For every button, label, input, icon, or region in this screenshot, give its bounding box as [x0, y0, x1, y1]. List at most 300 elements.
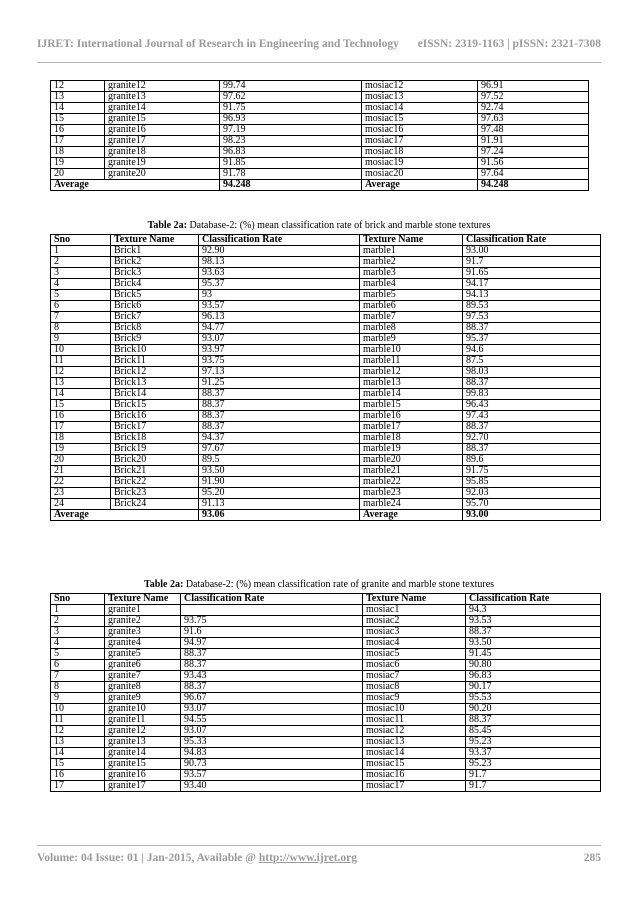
column-header: Classification Rate [466, 594, 601, 605]
table-row [51, 334, 601, 345]
table-cell: 95.37 [463, 334, 601, 345]
table-cell: granite10 [105, 704, 181, 715]
table-row [51, 671, 601, 682]
average-value: 93.06 [199, 510, 360, 521]
column-header: Classification Rate [181, 594, 363, 605]
table-cell: marble8 [360, 323, 463, 334]
table-cell: 93.07 [181, 726, 363, 737]
table-cell: marble20 [360, 455, 463, 466]
table-cell: 17 [51, 136, 105, 147]
table-cell: 88.37 [463, 378, 601, 389]
footer-rule [37, 845, 601, 846]
table-row [51, 367, 601, 378]
table-cell: granite7 [105, 671, 181, 682]
average-row [51, 510, 601, 521]
table-cell: marble24 [360, 499, 463, 510]
table-cell: 93 [199, 290, 360, 301]
average-value: 94.248 [220, 180, 362, 191]
table-cell: 5 [51, 290, 111, 301]
table-cell: 96.67 [181, 693, 363, 704]
table-cell: marble18 [360, 433, 463, 444]
header-row [51, 235, 601, 246]
table-row [51, 660, 601, 671]
table-cell: 6 [51, 660, 105, 671]
table-cell: 8 [51, 682, 105, 693]
table-cell: 90.17 [466, 682, 601, 693]
table-cell: 96.93 [220, 114, 362, 125]
caption-text: Database-2: (%) mean classification rate of brick and marble stone textures [186, 220, 491, 231]
table-header [51, 235, 601, 246]
table-cell [181, 605, 363, 616]
table-cell: 94.13 [463, 290, 601, 301]
table-cell: 13 [51, 737, 105, 748]
table-cell: Brick3 [111, 268, 199, 279]
table-cell: 97.13 [199, 367, 360, 378]
table-cell: Brick18 [111, 433, 199, 444]
table-cell: 91.75 [463, 466, 601, 477]
column-header: Texture Name [111, 235, 199, 246]
table-cell: 2 [51, 257, 111, 268]
table-cell: granite12 [105, 726, 181, 737]
table-header [51, 594, 601, 605]
table-cell: Brick16 [111, 411, 199, 422]
average-row [51, 180, 589, 191]
table-cell: marble11 [360, 356, 463, 367]
table-cell: 97.62 [220, 92, 362, 103]
table-cell: 93.37 [466, 748, 601, 759]
table-row [51, 411, 601, 422]
table-cell: mosiac4 [363, 638, 466, 649]
table-cell: mosiac3 [363, 627, 466, 638]
table-cell: mosiac2 [363, 616, 466, 627]
table-row [51, 312, 601, 323]
table-cell: granite17 [105, 781, 181, 792]
table-cell: 6 [51, 301, 111, 312]
table-cell: 91.25 [199, 378, 360, 389]
table-cell: mosiac12 [363, 726, 466, 737]
volume-text: Volume: 04 Issue: 01 | Jan-2015, Available @ [37, 852, 259, 864]
table-cell: 90.20 [466, 704, 601, 715]
table-cell: marble6 [360, 301, 463, 312]
average-value: 94.248 [478, 180, 589, 191]
table-cell: 1 [51, 246, 111, 257]
table-cell: 95.37 [199, 279, 360, 290]
table-cell: 96.83 [466, 671, 601, 682]
table-brick-marble [50, 234, 601, 521]
table-cell: 12 [51, 81, 105, 92]
column-header: Classification Rate [463, 235, 601, 246]
table-cell: 96.83 [220, 147, 362, 158]
page-number: 285 [583, 852, 601, 864]
table-cell: 95.23 [466, 759, 601, 770]
table-cell: 85.45 [466, 726, 601, 737]
table-row [51, 136, 589, 147]
table-row [51, 356, 601, 367]
table-cell: 15 [51, 114, 105, 125]
table-cell: 15 [51, 400, 111, 411]
table-cell: 97.63 [478, 114, 589, 125]
table-cell: granite13 [105, 92, 220, 103]
table-cell: 88.37 [199, 389, 360, 400]
average-label: Average [362, 180, 478, 191]
table-cell: 93.00 [463, 246, 601, 257]
table-cell: granite16 [105, 770, 181, 781]
running-footer [37, 852, 601, 868]
table-cell: 91.91 [478, 136, 589, 147]
table-cell: 98.13 [199, 257, 360, 268]
table-cell: 15 [51, 759, 105, 770]
table-cell: 87.5 [463, 356, 601, 367]
table-cell: mosiac20 [362, 169, 478, 180]
table-cell: 99.74 [220, 81, 362, 92]
table-cell: 7 [51, 312, 111, 323]
table-cell: 98.03 [463, 367, 601, 378]
table-cell: granite15 [105, 759, 181, 770]
table-row [51, 345, 601, 356]
table-cell: 12 [51, 726, 105, 737]
table-cell: 95.33 [181, 737, 363, 748]
table-row [51, 114, 589, 125]
table-cell: granite2 [105, 616, 181, 627]
table-cell: 88.37 [181, 649, 363, 660]
table-cell: 9 [51, 334, 111, 345]
table-row [51, 158, 589, 169]
table-row [51, 433, 601, 444]
table-cell: marble16 [360, 411, 463, 422]
table-cell: 1 [51, 605, 105, 616]
table-cell: 91.7 [466, 770, 601, 781]
table-cell: marble19 [360, 444, 463, 455]
table-cell: 11 [51, 356, 111, 367]
table-row [51, 81, 589, 92]
table-cell: granite19 [105, 158, 220, 169]
table-cell: Brick20 [111, 455, 199, 466]
table-cell: 97.48 [478, 125, 589, 136]
table-cell: mosiac16 [363, 770, 466, 781]
table-row [51, 466, 601, 477]
table-cell: 91.78 [220, 169, 362, 180]
table-cell: marble7 [360, 312, 463, 323]
table-row [51, 246, 601, 257]
table-cell: 92.70 [463, 433, 601, 444]
table-cell: mosiac17 [363, 781, 466, 792]
table-cell: mosiac13 [362, 92, 478, 103]
table-cell: 14 [51, 748, 105, 759]
table-granite-mosaic-continued [50, 80, 589, 191]
table-cell: mosiac14 [362, 103, 478, 114]
table-row [51, 444, 601, 455]
column-header: Texture Name [360, 235, 463, 246]
table-cell: 95.23 [466, 737, 601, 748]
table-row [51, 649, 601, 660]
running-header [37, 38, 601, 54]
table-cell: granite8 [105, 682, 181, 693]
table-cell: granite13 [105, 737, 181, 748]
table-row [51, 422, 601, 433]
table-cell: Brick2 [111, 257, 199, 268]
table-row [51, 125, 589, 136]
table-cell: 23 [51, 488, 111, 499]
table-cell: 91.7 [466, 781, 601, 792]
table-cell: 95.53 [466, 693, 601, 704]
table-row [51, 290, 601, 301]
table-cell: 16 [51, 125, 105, 136]
table-body [51, 605, 601, 792]
table-row [51, 378, 601, 389]
table-row [51, 770, 601, 781]
table-cell: granite18 [105, 147, 220, 158]
table-cell: 94.97 [181, 638, 363, 649]
table-cell: granite5 [105, 649, 181, 660]
table-cell: 16 [51, 770, 105, 781]
table-cell: 94.3 [466, 605, 601, 616]
table-cell: Brick7 [111, 312, 199, 323]
table-cell: 89.53 [463, 301, 601, 312]
table-row [51, 103, 589, 114]
table-cell: marble1 [360, 246, 463, 257]
table-cell: 97.64 [478, 169, 589, 180]
table-cell: 90.80 [466, 660, 601, 671]
table-cell: Brick21 [111, 466, 199, 477]
table-cell: 91.45 [466, 649, 601, 660]
table-cell: granite11 [105, 715, 181, 726]
table-cell: 97.67 [199, 444, 360, 455]
table-cell: 9 [51, 693, 105, 704]
table-cell: 14 [51, 389, 111, 400]
volume-info [37, 852, 357, 864]
table-cell: mosiac9 [363, 693, 466, 704]
table-cell: 17 [51, 781, 105, 792]
table-cell: Brick13 [111, 378, 199, 389]
table-cell: 88.37 [181, 660, 363, 671]
table-cell: Brick10 [111, 345, 199, 356]
table-cell: Brick19 [111, 444, 199, 455]
table-cell: 93.97 [199, 345, 360, 356]
table-cell: mosiac7 [363, 671, 466, 682]
table-cell: 88.37 [199, 411, 360, 422]
table-cell: 88.37 [181, 682, 363, 693]
journal-title: IJRET: International Journal of Research in Engineering and Technology [37, 38, 399, 50]
table-cell: 20 [51, 169, 105, 180]
table-cell: mosiac8 [363, 682, 466, 693]
table-cell: 89.6 [463, 455, 601, 466]
table-row [51, 499, 601, 510]
table-cell: 5 [51, 649, 105, 660]
table-cell: 17 [51, 422, 111, 433]
column-header: Sno [51, 235, 111, 246]
table-row [51, 301, 601, 312]
table-cell: 88.37 [463, 323, 601, 334]
journal-url-link[interactable]: http://www.ijret.org [258, 852, 358, 864]
table-cell: 96.43 [463, 400, 601, 411]
table-cell: 96.91 [478, 81, 589, 92]
table-cell: mosiac14 [363, 748, 466, 759]
table-cell: marble12 [360, 367, 463, 378]
table-cell: 11 [51, 715, 105, 726]
header-row [51, 594, 601, 605]
table-cell: 97.43 [463, 411, 601, 422]
table-cell: 2 [51, 616, 105, 627]
table-row [51, 605, 601, 616]
table-cell: 18 [51, 433, 111, 444]
table-cell: 91.90 [199, 477, 360, 488]
table-row [51, 400, 601, 411]
table-cell: 90.73 [181, 759, 363, 770]
table-cell: mosiac5 [363, 649, 466, 660]
table-cell: 19 [51, 158, 105, 169]
table-cell: 91.65 [463, 268, 601, 279]
table-row [51, 682, 601, 693]
table-cell: 91.85 [220, 158, 362, 169]
table-cell: 4 [51, 638, 105, 649]
table-row [51, 737, 601, 748]
table-cell: 94.17 [463, 279, 601, 290]
table-cell: mosiac16 [362, 125, 478, 136]
table-cell: Brick24 [111, 499, 199, 510]
table-row [51, 92, 589, 103]
table-body [51, 81, 589, 191]
table-cell: 95.20 [199, 488, 360, 499]
table-cell: 91.56 [478, 158, 589, 169]
table-row [51, 781, 601, 792]
table-cell: Brick4 [111, 279, 199, 290]
table-cell: 97.53 [463, 312, 601, 323]
table-row [51, 169, 589, 180]
table-cell: 94.6 [463, 345, 601, 356]
table-cell: 8 [51, 323, 111, 334]
table-row [51, 748, 601, 759]
table-cell: marble2 [360, 257, 463, 268]
table-cell: marble9 [360, 334, 463, 345]
table-cell: Brick6 [111, 301, 199, 312]
table-cell: 19 [51, 444, 111, 455]
table-cell: Brick14 [111, 389, 199, 400]
table-cell: 98.23 [220, 136, 362, 147]
table-row [51, 616, 601, 627]
caption-label: Table 2a: [143, 579, 184, 590]
table-cell: 10 [51, 345, 111, 356]
table-cell: 24 [51, 499, 111, 510]
table-row [51, 323, 601, 334]
header-rule [37, 62, 601, 63]
table-cell: 97.24 [478, 147, 589, 158]
table-cell: marble3 [360, 268, 463, 279]
table-cell: 7 [51, 671, 105, 682]
table-cell: mosiac15 [363, 759, 466, 770]
table-cell: 93.07 [181, 704, 363, 715]
table-cell: Brick9 [111, 334, 199, 345]
table-caption-brick-marble [37, 220, 601, 232]
table-cell: Brick11 [111, 356, 199, 367]
average-label: Average [51, 180, 220, 191]
table-cell: granite16 [105, 125, 220, 136]
table-cell: marble22 [360, 477, 463, 488]
table-row [51, 693, 601, 704]
table-cell: marble13 [360, 378, 463, 389]
table-cell: marble5 [360, 290, 463, 301]
table-row [51, 627, 601, 638]
table-cell: 93.43 [181, 671, 363, 682]
table-cell: granite4 [105, 638, 181, 649]
table-cell: granite20 [105, 169, 220, 180]
table-cell: 93.75 [181, 616, 363, 627]
table-cell: mosiac10 [363, 704, 466, 715]
table-row [51, 257, 601, 268]
table-cell: 4 [51, 279, 111, 290]
table-cell: 88.37 [466, 715, 601, 726]
table-cell: 92.03 [463, 488, 601, 499]
table-cell: marble10 [360, 345, 463, 356]
table-cell: mosiac19 [362, 158, 478, 169]
table-cell: 94.55 [181, 715, 363, 726]
table-row [51, 268, 601, 279]
table-row [51, 279, 601, 290]
table-cell: 88.37 [199, 422, 360, 433]
table-cell: 93.57 [199, 301, 360, 312]
table-cell: mosiac18 [362, 147, 478, 158]
table-cell: mosiac13 [363, 737, 466, 748]
table-cell: 93.57 [181, 770, 363, 781]
table-cell: marble17 [360, 422, 463, 433]
table-cell: granite15 [105, 114, 220, 125]
table-row [51, 726, 601, 737]
table-cell: Brick5 [111, 290, 199, 301]
table-row [51, 715, 601, 726]
table-cell: 94.37 [199, 433, 360, 444]
table-cell: Brick8 [111, 323, 199, 334]
table-cell: 93.40 [181, 781, 363, 792]
table-cell: 21 [51, 466, 111, 477]
table-cell: marble15 [360, 400, 463, 411]
table-row [51, 638, 601, 649]
table-cell: 88.37 [199, 400, 360, 411]
table-cell: 92.90 [199, 246, 360, 257]
table-cell: Brick12 [111, 367, 199, 378]
table-cell: 97.52 [478, 92, 589, 103]
table-cell: mosiac11 [363, 715, 466, 726]
table-cell: 99.83 [463, 389, 601, 400]
table-cell: marble14 [360, 389, 463, 400]
table-cell: 93.63 [199, 268, 360, 279]
table-cell: granite17 [105, 136, 220, 147]
table-cell: 91.75 [220, 103, 362, 114]
caption-label: Table 2a: [147, 220, 187, 231]
table-cell: 94.83 [181, 748, 363, 759]
table-cell: 97.19 [220, 125, 362, 136]
caption-text: Database-2: (%) mean classification rate of granite and marble stone textures [183, 579, 495, 590]
table-row [51, 477, 601, 488]
table-row [51, 759, 601, 770]
column-header: Texture Name [363, 594, 466, 605]
table-cell: 13 [51, 378, 111, 389]
table-row [51, 704, 601, 715]
table-cell: granite6 [105, 660, 181, 671]
table-cell: marble23 [360, 488, 463, 499]
table-cell: 88.37 [463, 444, 601, 455]
table-granite-mosaic [50, 593, 601, 792]
table-cell: 91.7 [463, 257, 601, 268]
table-row [51, 389, 601, 400]
table-cell: 10 [51, 704, 105, 715]
table-cell: 92.74 [478, 103, 589, 114]
table-cell: 91.6 [181, 627, 363, 638]
table-cell: mosiac1 [363, 605, 466, 616]
table-cell: Brick22 [111, 477, 199, 488]
table-row [51, 488, 601, 499]
table-cell: 93.50 [466, 638, 601, 649]
table-cell: 91.13 [199, 499, 360, 510]
table-cell: 88.37 [466, 627, 601, 638]
